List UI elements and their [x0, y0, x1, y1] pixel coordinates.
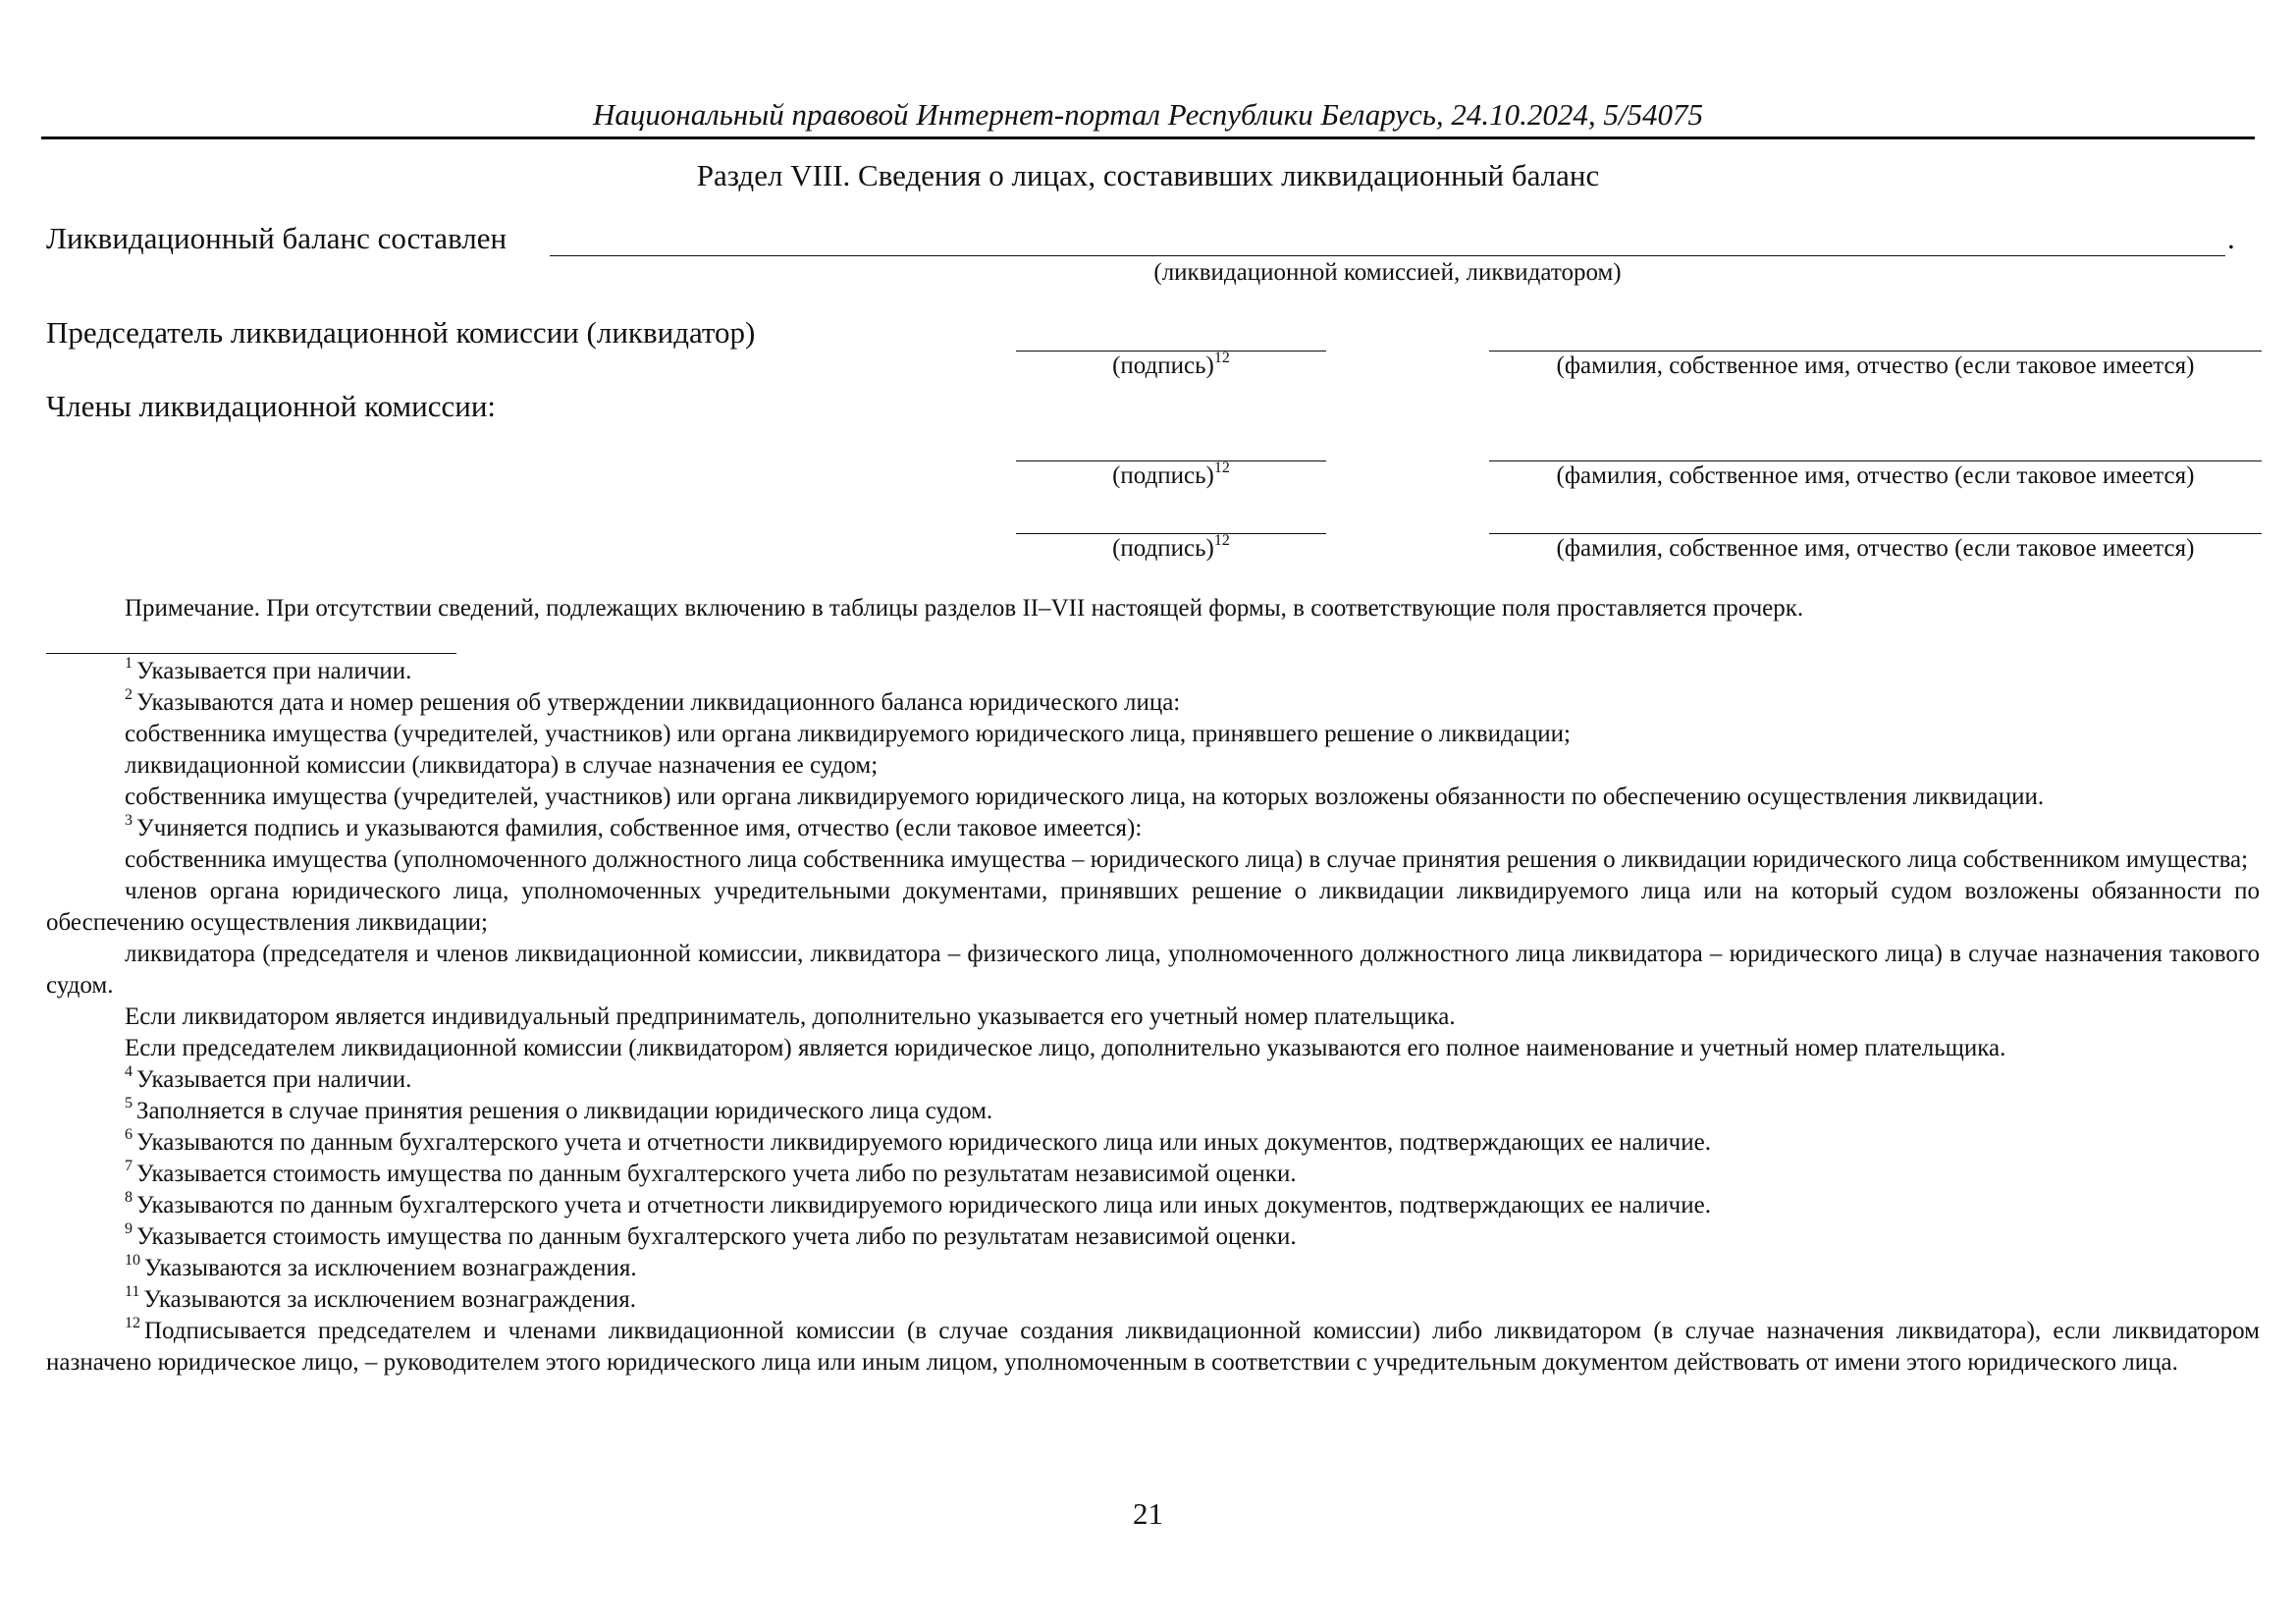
member-1-name-caption: (фамилия, собственное имя, отчество (если таковое имеется): [1556, 462, 2195, 489]
footnote-text: Указывается стоимость имущества по данным бухгалтерского учета либо по результатам независимой оценки.: [136, 1161, 1297, 1187]
footnote-number: 5: [125, 1094, 133, 1111]
footnote-item: [46, 1316, 2260, 1379]
footnote-item: [46, 1127, 2260, 1159]
members-label: Члены ликвидационной комиссии:: [46, 389, 497, 423]
footnote-text: собственника имущества (учредителей, участников) или органа ликвидируемого юридического лица, на которых возложены обязанности по обеспечению осуществления ликвидации.: [125, 784, 2045, 810]
footnote-text: собственника имущества (учредителей, участников) или органа ликвидируемого юридического лица, принявшего решение о ликвидации;: [125, 721, 1571, 747]
footnotes-block: [46, 656, 2260, 1379]
signature-footnote-ref: 12: [1213, 531, 1230, 549]
footnote-text: Указываются по данным бухгалтерского учета и отчетности ликвидируемого юридического лица или иных документов, подтверждающих ее наличие.: [136, 1192, 1711, 1218]
footnote-text: Указывается при наличии.: [136, 658, 412, 684]
footnote-item: [46, 876, 2260, 939]
footnote-number: 7: [125, 1157, 133, 1174]
member-1-signature-caption: [1016, 461, 1326, 491]
footnote-number: 9: [125, 1219, 133, 1237]
footnote-text: Указываются за исключением вознаграждения.: [144, 1255, 637, 1281]
footnote-item: [46, 719, 2260, 750]
footnote-text: Если председателем ликвидационной комиссии (ликвидатором) является юридическое лицо, дополнительно указываются его полное наименование и учетный номер плательщика.: [125, 1035, 2006, 1061]
footnote-item: [46, 939, 2260, 1001]
signature-caption-text: (подпись): [1112, 535, 1214, 562]
footnote-number: 1: [125, 654, 133, 672]
footnote-item: [46, 750, 2260, 782]
compiled-by-terminator: .: [2227, 221, 2235, 255]
footnote-item: [46, 1096, 2260, 1127]
footnote-text: Заполняется в случае принятия решения о ликвидации юридического лица судом.: [136, 1098, 993, 1124]
signature-caption-text: (подпись): [1112, 462, 1214, 489]
footnote-item: [46, 1159, 2260, 1190]
footnote-item: [46, 1064, 2260, 1096]
page-number: 21: [1133, 1496, 1163, 1531]
footnote-text: Если ликвидатором является индивидуальный предприниматель, дополнительно указывается его учетный номер плательщика.: [125, 1003, 1456, 1030]
signature-footnote-ref: 12: [1213, 459, 1230, 476]
footnote-item: [46, 1253, 2260, 1284]
footnote-text: ликвидатора (председателя и членов ликвидационной комиссии, ликвидатора – физического лица, уполномоченного должностного лица ликвидатора – юридического лица) в случае назначения такового судом.: [46, 941, 2260, 999]
footnote-number: 8: [125, 1188, 133, 1206]
chairman-signature-caption: [1016, 349, 1326, 381]
footnote-number: 12: [125, 1314, 140, 1331]
compiled-by-field-line[interactable]: [550, 255, 2225, 256]
footnote-item: [46, 656, 2260, 687]
footnote-separator: [46, 653, 456, 654]
footnote-item: [46, 1284, 2260, 1316]
chairman-label: Председатель ликвидационной комиссии (ликвидатор): [46, 315, 756, 350]
member-2-signature-caption: [1016, 531, 1326, 564]
footnote-text: Указывается стоимость имущества по данным бухгалтерского учета либо по результатам независимой оценки.: [136, 1223, 1297, 1250]
footnote-item: [46, 813, 2260, 844]
footnote-text: Указываются за исключением вознаграждения.: [143, 1286, 637, 1313]
footnote-item: [46, 1033, 2260, 1064]
footnote-number: 2: [125, 685, 133, 703]
member-2-name-caption: (фамилия, собственное имя, отчество (если таковое имеется): [1556, 535, 2195, 562]
footnote-text: собственника имущества (уполномоченного должностного лица собственника имущества – юридического лица) в случае принятия решения о ликвидации юридического лица собственником имущества;: [125, 846, 2249, 873]
compiled-by-label: Ликвидационный баланс составлен: [46, 221, 507, 255]
footnote-item: [46, 1001, 2260, 1033]
footnote-item: [46, 1190, 2260, 1221]
section-title: Раздел VIII. Сведения о лицах, составивших ликвидационный баланс: [696, 158, 1600, 192]
footnote-text: ликвидационной комиссии (ликвидатора) в случае назначения ее судом;: [125, 752, 879, 779]
signature-caption-text: (подпись): [1112, 352, 1214, 379]
footnote-text: Указывается при наличии.: [136, 1066, 412, 1093]
footnote-item: [46, 782, 2260, 813]
footnote-number: 6: [125, 1125, 133, 1143]
footnote-number: 10: [125, 1251, 140, 1269]
chairman-name-caption: (фамилия, собственное имя, отчество (если таковое имеется): [1556, 352, 2195, 379]
signature-footnote-ref: 12: [1213, 349, 1230, 366]
footnote-number: 3: [125, 811, 133, 829]
footnote-number: 4: [125, 1062, 133, 1080]
footnote-text: членов органа юридического лица, уполномоченных учредительными документами, принявших решение о ликвидации ликвидируемого лица или на который судом возложены обязанности по обеспечению осуществления ликвидации;: [46, 878, 2260, 936]
compiled-by-caption: (ликвидационной комиссией, ликвидатором): [1153, 259, 1622, 286]
footnote-text: Учиняется подпись и указываются фамилия, собственное имя, отчество (если таковое имеется):: [136, 815, 1143, 841]
portal-header: Национальный правовой Интернет-портал Республики Беларусь, 24.10.2024, 5/54075: [592, 97, 1704, 132]
header-rule: [41, 136, 2255, 139]
footnote-item: [46, 1221, 2260, 1253]
footnote-item: [46, 844, 2260, 876]
footnote-text: Подписывается председателем и членами ликвидационной комиссии (в случае создания ликвидационной комиссии) либо ликвидатором (в случае назначения ликвидатора), если ликвидатором назначено юридическое лицо, – руководителем этого юридического лица или иным лицом, уполномоченным в соответствии с учредительным документом действовать от имени этого юридического лица.: [46, 1318, 2260, 1376]
footnote-number: 11: [125, 1282, 140, 1300]
footnote-text: Указываются дата и номер решения об утверждении ликвидационного баланса юридического лица:: [136, 689, 1181, 716]
footnote-text: Указываются по данным бухгалтерского учета и отчетности ликвидируемого юридического лица или иных документов, подтверждающих ее наличие.: [136, 1129, 1711, 1156]
note-text: Примечание. При отсутствии сведений, подлежащих включению в таблицы разделов II–VII настоящей формы, в соответствующие поля проставляется прочерк.: [125, 595, 1804, 622]
footnote-item: [46, 687, 2260, 719]
